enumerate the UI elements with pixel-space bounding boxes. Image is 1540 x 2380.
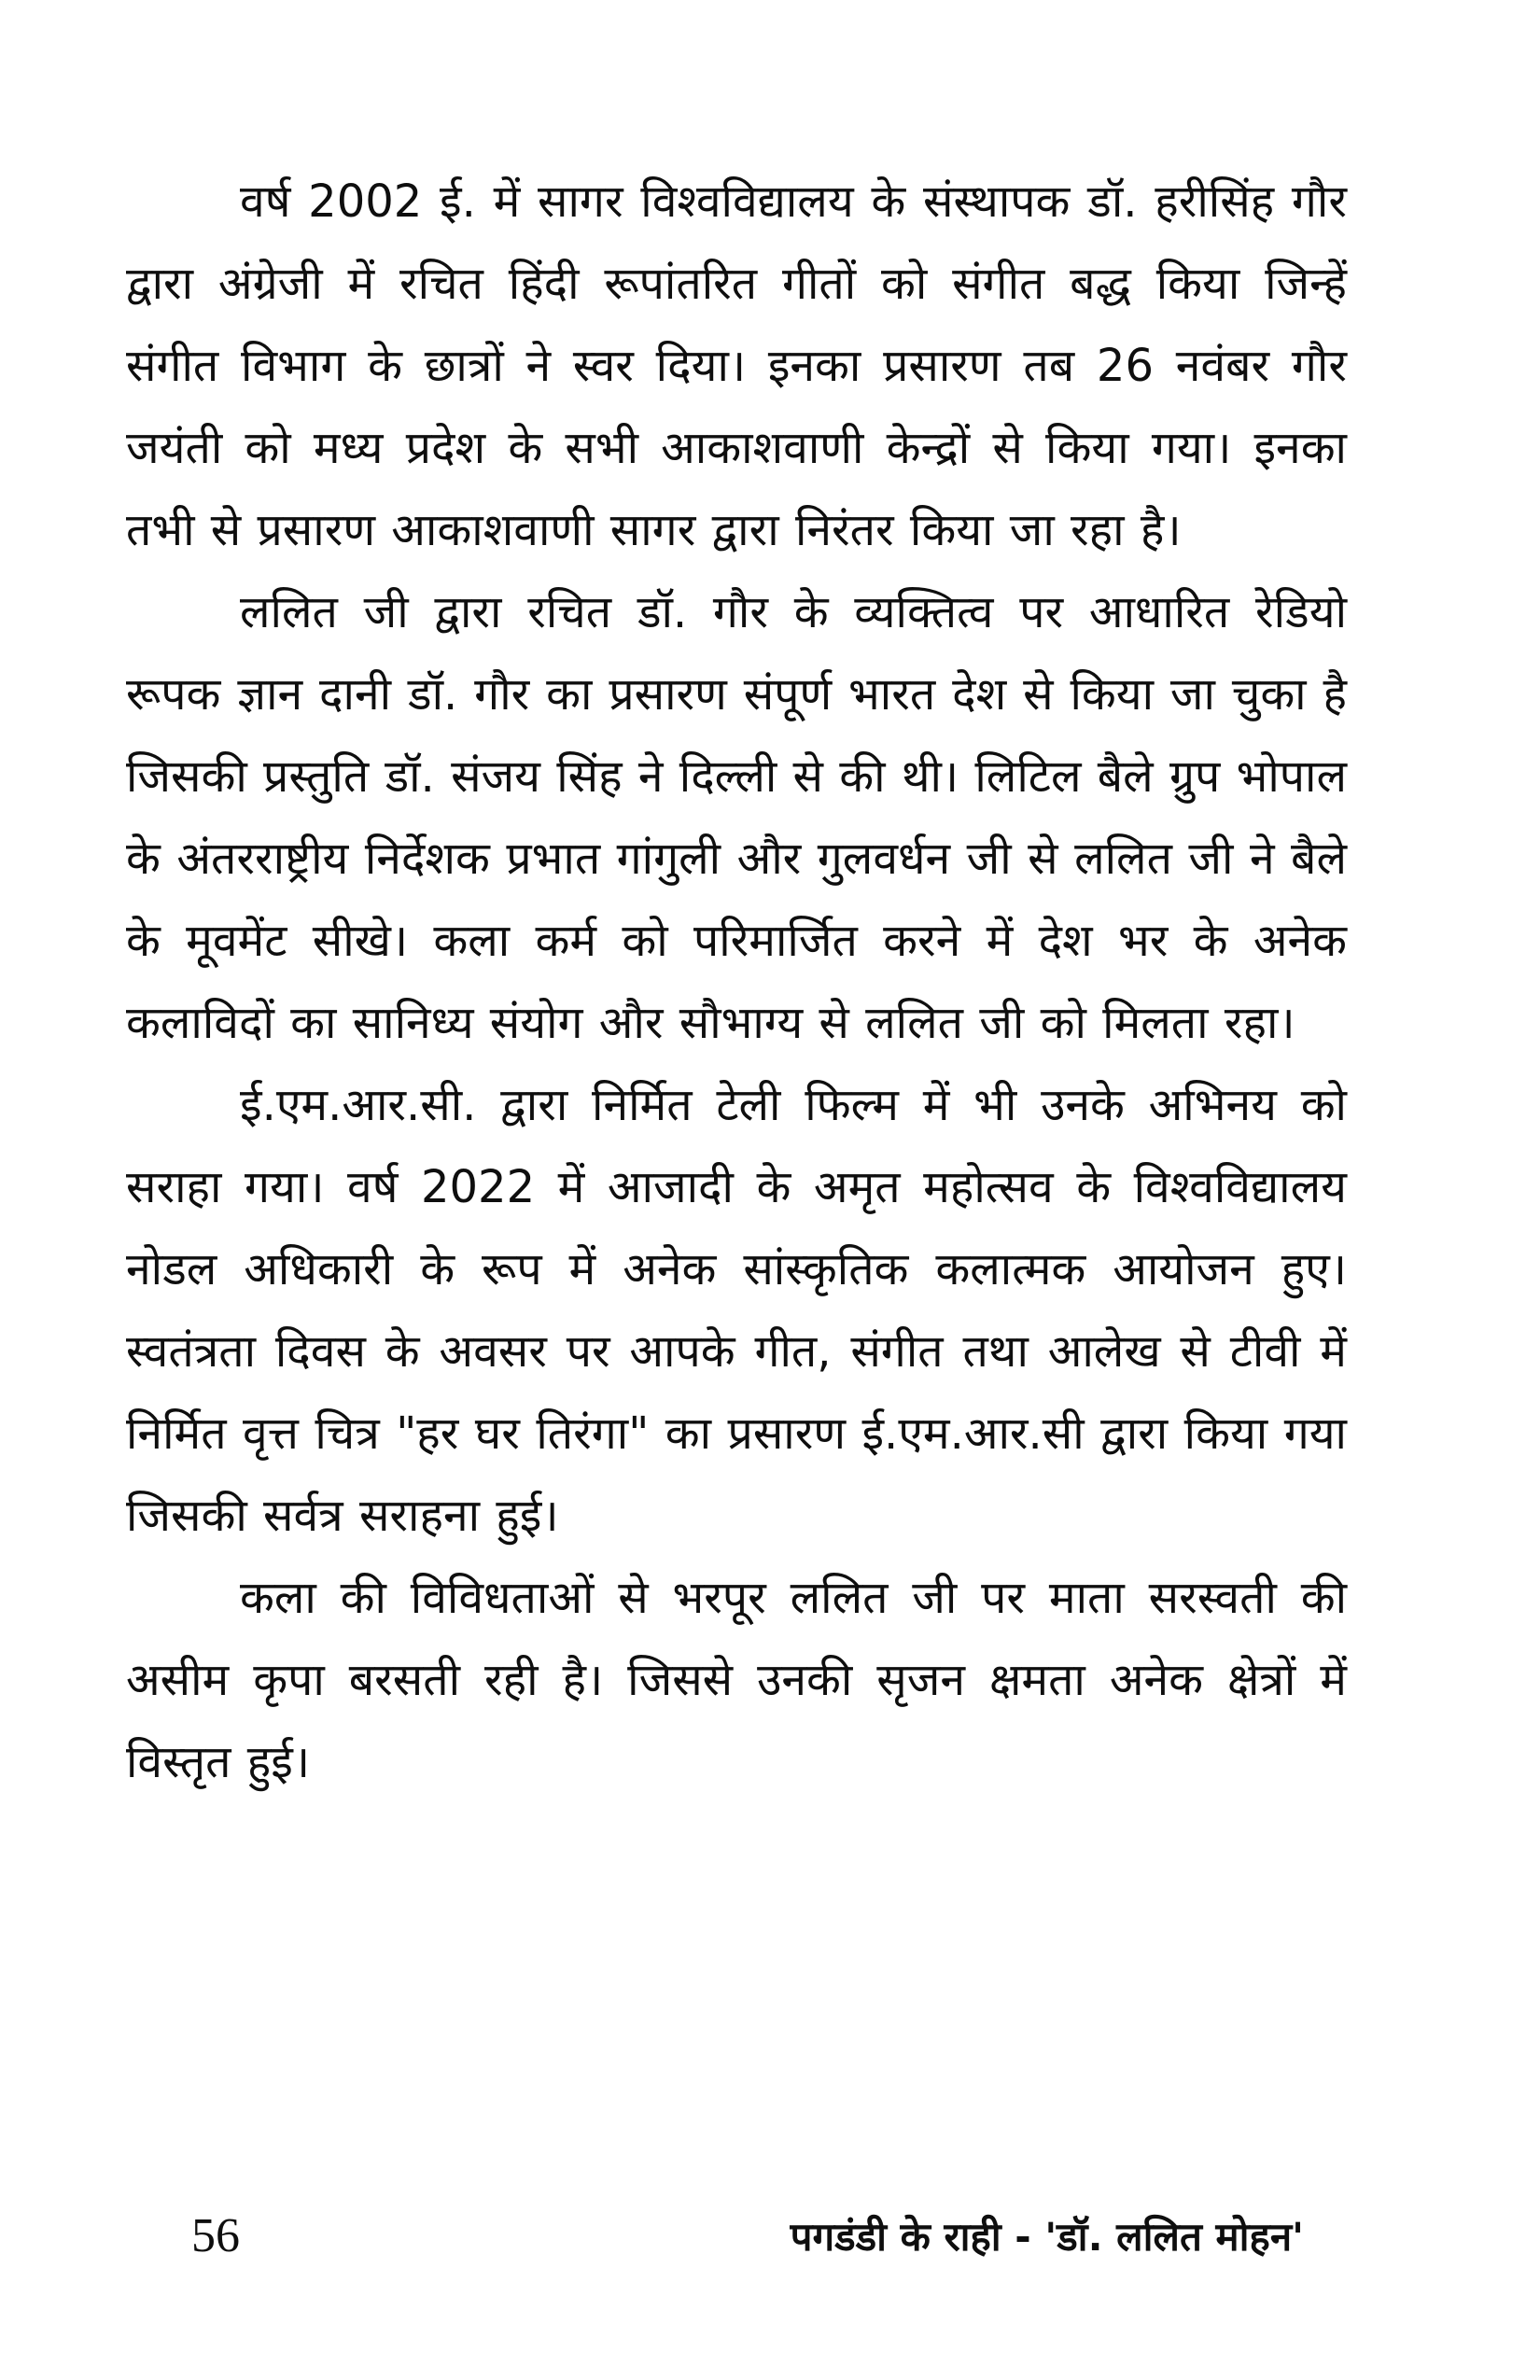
paragraph-1: वर्ष 2002 ई. में सागर विश्वविद्यालय के संस्थापक डॉ. हरीसिंह गौर द्वारा अंग्रेजी में रचित हिंदी रूपांतरित गीतों को संगीत बद्ध किया जिन्हें संगीत विभाग के छात्रों ने स्वर दिया। इनका प्रसारण तब 26 नवंबर गौर जयंती को मध्य प्रदेश के सभी आकाशवाणी केन्द्रों से किया गया। इनका तभी से प्रसारण आकाशवाणी सागर द्वारा निरंतर किया जा रहा है।	[126, 175, 1347, 556]
page-body-text	[126, 161, 1347, 1803]
footer-book-title: पगडंडी के राही - 'डॉ. ललित मोहन'	[790, 2214, 1304, 2260]
paragraph-3: ई.एम.आर.सी. द्वारा निर्मित टेली फिल्म में भी उनके अभिनय को सराहा गया। वर्ष 2022 में आजादी के अमृत महोत्सव के विश्वविद्यालय नोडल अधिकारी के रूप में अनेक सांस्कृतिक कलात्मक आयोजन हुए। स्वतंत्रता दिवस के अवसर पर आपके गीत, संगीत तथा आलेख से टीवी में निर्मित वृत्त चित्र "हर घर तिरंगा" का प्रसारण ई.एम.आर.सी द्वारा किया गया जिसकी सर्वत्र सराहना हुई।	[126, 1079, 1347, 1542]
page-number: 56	[191, 2209, 240, 2262]
paragraph-2: ललित जी द्वारा रचित डॉ. गौर के व्यक्तित्व पर आधारित रेडियो रूपक ज्ञान दानी डॉ. गौर का प्रसारण संपूर्ण भारत देश से किया जा चुका है जिसकी प्रस्तुति डॉ. संजय सिंह ने दिल्ली से की थी। लिटिल बैले ग्रुप भोपाल के अंतरराष्ट्रीय निर्देशक प्रभात गांगुली और गुलवर्धन जी से ललित जी ने बैले के मूवमेंट सीखे। कला कर्म को परिमार्जित करने में देश भर के अनेक कलाविदों का सानिध्य संयोग और सौभाग्य से ललित जी को मिलता रहा।	[126, 586, 1347, 1049]
paragraph-4: कला की विविधताओं से भरपूर ललित जी पर माता सरस्वती की असीम कृपा बरसती रही है। जिससे उनकी सृजन क्षमता अनेक क्षेत्रों में विस्तृत हुई।	[126, 1572, 1347, 1788]
